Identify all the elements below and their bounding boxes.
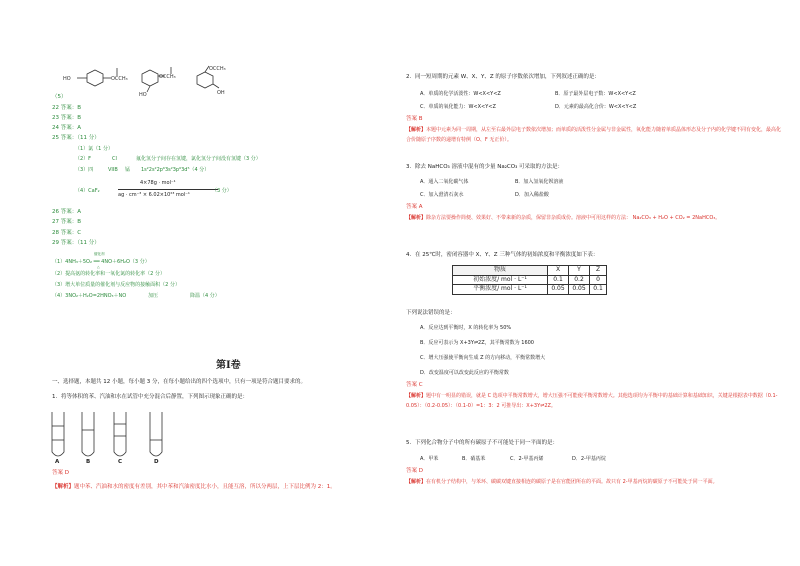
heat-label: △ [97, 265, 100, 269]
tube-label-d: D [154, 459, 159, 465]
concentration-table [452, 265, 607, 295]
answer-25-2b: Cl [112, 156, 117, 162]
explanation-q4 [406, 392, 786, 411]
answer-25-1: （1）氯（1 分） [75, 146, 113, 152]
q3-option-b[interactable]: B．加入氢氧化钡溶液 [515, 179, 564, 185]
tube-label-c: C [118, 459, 123, 465]
svg-text:OCCH₃: OCCH₃ [209, 66, 226, 72]
answer-29-3: （3）增大单位质量的催化剂与反应物的接触面积（2 分） [52, 282, 180, 288]
fraction-denominator: ag · cm⁻³ × 6.02×10²³ mol⁻¹ [118, 192, 190, 198]
q3-option-d[interactable]: D．加入稀盐酸 [515, 192, 549, 198]
explanation-text: 本题中元素为同一周期，从左至右最外层电子数依次增加；而单质的活泼性分金属与非金属性，氧化能力随着单质晶体形态及分子内的化学键不同有变化，最高化合价随原子序数的递增有特例（O、F 无正价）。 [406, 127, 782, 143]
tube-c [114, 412, 126, 456]
svg-text:HO: HO [63, 76, 71, 82]
explanation-tag: 【解析】 [406, 127, 427, 133]
svg-text:OH: OH [217, 90, 225, 96]
answer-27: 27 答案：B [52, 219, 82, 225]
explanation-text: 除杂方法要操作简便、效果好、不带来新的杂质，保留非杂质成份。溶液中可用这样的方法： Na₂CO₃ + H₂O + CO₂ = 2NaHCO₃。 [426, 215, 721, 221]
answer-25-3c: 锰 [125, 167, 131, 173]
svg-text:HO: HO [139, 92, 147, 98]
table-header-cell: X [548, 266, 569, 276]
question-1: 1．将等体积的苯、汽油和水在试管中充分混合后静置，下列图示现象正确的是： [52, 394, 249, 400]
q4-option-b[interactable]: B．反应可表示为 X+3Y⇌2Z，其平衡常数为 1600 [420, 340, 534, 346]
table-row [453, 285, 607, 295]
q2-option-b[interactable]: B．原子最外层电子数：W<X<Y<Z [555, 91, 636, 97]
answer-28: 28 答案：C [52, 230, 82, 236]
q3-option-c[interactable]: C．加入澄清石灰水 [420, 192, 464, 198]
answer-25-3d: 1s²2s²2p⁶3s²3p⁶3d⁵（4 分） [141, 167, 210, 173]
answer-29: 29 答案：（11 分） [52, 240, 100, 246]
explanation-q5 [406, 478, 786, 488]
answer-25-2c: 氟化氢分子间存在氢键，氯化氢分子间没有氢键（3 分） [136, 156, 261, 162]
q2-option-d[interactable]: D．元素的最高化合价：W<X<Y<Z [555, 104, 637, 110]
table-header-row [453, 266, 607, 276]
table-cell: 0.1 [590, 285, 607, 295]
answer-29-4a: （4）3NO₂＋H₂O=2HNO₃＋NO [52, 293, 127, 299]
table-cell: 0.1 [548, 275, 569, 285]
q5-option-a[interactable]: A．甲苯 [420, 456, 439, 462]
fraction-bar [118, 189, 218, 190]
tube-d [150, 412, 162, 456]
explanation-q3 [406, 214, 786, 224]
question-5: 5．下列化合物分子中的所有碳原子不可能处于同一平面的是： [406, 440, 559, 446]
answer-29-4b: 加压 [148, 293, 159, 299]
tube-b [82, 412, 94, 456]
table-cell: 0.05 [569, 285, 590, 295]
explanation-tag: 【解析】 [406, 393, 427, 399]
question-2: 2．同一短周期的元素 W、X、Y、Z 的原子序数依次增加，下列叙述正确的是： [406, 74, 600, 80]
explanation-tag: 【解析】 [52, 484, 75, 490]
table-cell: 初始浓度/ mol · L⁻¹ [453, 275, 548, 285]
q4-option-a[interactable]: A．反应达到平衡时，X 的转化率为 50% [420, 325, 512, 331]
tube-a [52, 412, 64, 456]
tube-label-a: A [55, 459, 60, 465]
answer-24: 24 答案：A [52, 125, 82, 131]
explanation-text: 题中苯、汽油和水的密度有差别，其中苯和汽油密度比水小，且能互溶，所以分两层，上下层比例为 2：1。 [74, 484, 336, 490]
answer-26: 26 答案：A [52, 209, 82, 215]
answer-25-3a: （3）四 [75, 167, 94, 173]
catalyst-label: 催化剂 [94, 252, 105, 256]
question-3: 3．除去 NaHCO₃ 溶液中混有的少量 Na₂CO₃ 可采取的方法是： [406, 164, 564, 170]
answer-25-4-points: （3 分） [212, 188, 232, 194]
answer-25-3b: VIIB [108, 167, 118, 173]
table-header-cell: Y [569, 266, 590, 276]
q4-option-c[interactable]: C．增大压强使平衡向生成 Z 的方向移动，平衡常数增大 [420, 355, 546, 361]
answer-q5: 答案 D [406, 468, 423, 474]
answer-25: 25 答案：（11 分） [52, 135, 100, 141]
answer-25-2a: （2）F [75, 156, 92, 162]
tube-label-b: B [86, 459, 91, 465]
table-cell: 0 [590, 275, 607, 285]
answer-29-1: （1）4NH₃＋5O₂ ══ 4NO＋6H₂O（3 分） [52, 259, 150, 265]
q2-option-a[interactable]: A．单质的化学活泼性：W<X<Y<Z [420, 91, 501, 97]
section-intro: 一、选择题，本题共 12 小题，每小题 3 分，在每小题给出的四个选项中，只有一项是符合题目要求的。 [52, 379, 306, 385]
svg-text:OCCH₃: OCCH₃ [159, 74, 176, 80]
q2-option-c[interactable]: C．单质的氧化能力：W<X<Y<Z [420, 104, 496, 110]
explanation-q2 [406, 126, 786, 145]
explanation-tag: 【解析】 [406, 215, 427, 221]
q3-option-a[interactable]: A．通入二氧化碳气体 [420, 179, 469, 185]
question-4: 4．在 25℃时，密闭容器中 X、Y、Z 三种气体的初始浓度和平衡浓度如下表： [406, 252, 599, 258]
table-cell: 0.2 [569, 275, 590, 285]
test-tubes-figure [40, 410, 180, 470]
question-4-stem: 下列说法错误的是： [406, 310, 456, 316]
fraction-numerator: 4×78g · mol⁻¹ [140, 180, 176, 186]
explanation-q1 [52, 482, 374, 492]
q5-option-b[interactable]: B．硝基苯 [462, 456, 486, 462]
q5-option-c[interactable]: C．2-甲基丙烯 [510, 456, 544, 462]
table-header-cell: Z [590, 266, 607, 276]
structure-diagrams [55, 62, 245, 98]
svg-text:OCCH₃: OCCH₃ [111, 76, 128, 82]
answer-25-4a: （4）CaF₂ [75, 188, 100, 194]
table-cell: 平衡浓度/ mol · L⁻¹ [453, 285, 548, 295]
answer-29-2: （2）提高氨的转化率和一氧化氮的转化率（2 分） [52, 271, 165, 277]
explanation-tag: 【解析】 [406, 479, 427, 485]
answer-29-4c: 降温（4 分） [190, 293, 220, 299]
answer-q1: 答案 D [52, 470, 69, 476]
explanation-text: 在有机分子结构中，与苯环、碳碳双键直接相连的碳原子是在官能团所在的平面。故只有 2-甲基丙烷的碳原子不可能处于同一平面。 [426, 479, 718, 485]
answer-22: 22 答案：B [52, 105, 82, 111]
answer-q2: 答案 B [406, 116, 423, 122]
q4-option-d[interactable]: D．改变温度可以改变此反应的平衡常数 [420, 370, 509, 376]
explanation-text: 题中有一明显的错误，就是 C 选项中平衡常数增大，增大压强不可能使平衡常数增大。其他选项均为平衡中的基础计算和基础知识，关键是根据表中数据（0.1-0.05）：（0.2-0.05）：（0.1-0）=1：3：2 可推导出：X+3Y⇌2Z。 [406, 393, 778, 409]
answer-q4: 答案 C [406, 382, 423, 388]
item-5: （5） [52, 94, 67, 100]
table-row [453, 275, 607, 285]
table-header-cell: 物质 [453, 266, 548, 276]
section-title: 第Ⅰ卷 [216, 360, 241, 371]
answer-q3: 答案 A [406, 204, 423, 210]
table-cell: 0.05 [548, 285, 569, 295]
q5-option-d[interactable]: D．2-甲基丙烷 [572, 456, 606, 462]
answer-23: 23 答案：B [52, 115, 82, 121]
